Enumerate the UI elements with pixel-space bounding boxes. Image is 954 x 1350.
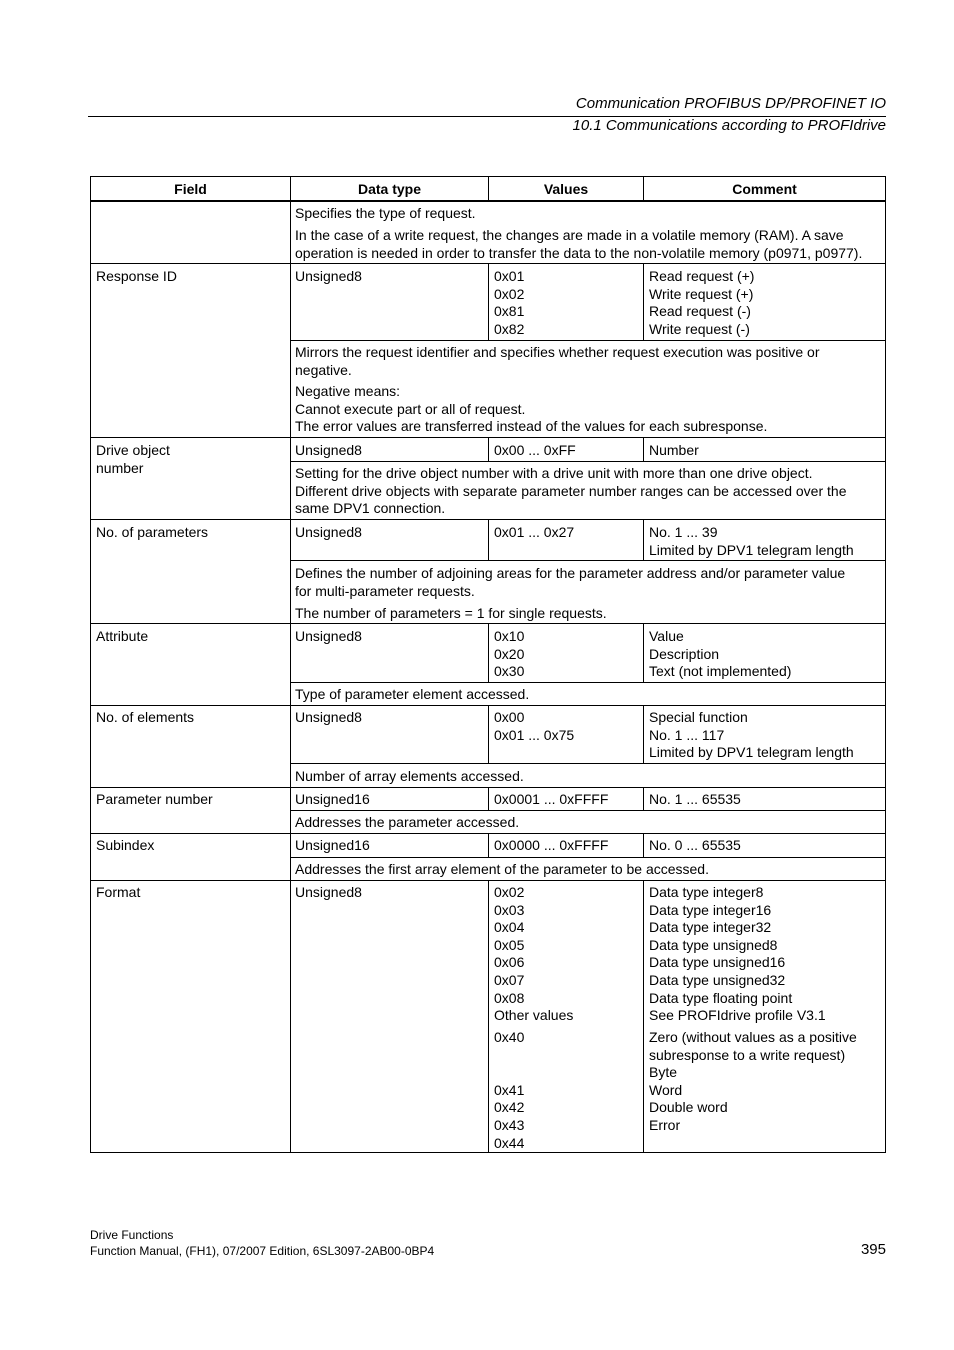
row-rule	[91, 623, 885, 624]
values-cell: 0x01 ... 0x27	[494, 524, 575, 540]
values-cell: 0x00 0x01 ... 0x75	[494, 709, 575, 743]
comment-cell: Data type integer8 Data type integer16 Data type integer32 Data type unsigned8 Data type unsigned16 Data type unsigned32 Data type floating point See PROFIdrive profile V3.1	[649, 884, 826, 1024]
col-divider	[643, 263, 644, 340]
row-rule	[290, 461, 885, 462]
col-divider	[643, 880, 644, 1152]
row-rule	[290, 810, 885, 811]
values-cell: 0x02 0x03 0x04 0x05 0x06 0x07 0x08 Other values	[494, 884, 574, 1024]
section-title: 10.1 Communications according to PROFIdrive	[572, 117, 886, 134]
row-rule	[290, 560, 885, 561]
row-rule	[290, 682, 885, 683]
field-label: Drive object number	[96, 442, 170, 476]
values-cell: 0x40 0x41 0x42 0x43 0x44	[494, 1029, 525, 1151]
description-cell: Addresses the first array element of the parameter to be accessed.	[295, 861, 709, 877]
col-divider	[488, 263, 489, 340]
col-divider	[643, 437, 644, 461]
comment-cell: No. 1 ... 39 Limited by DPV1 telegram length	[649, 524, 854, 558]
description-cell: Mirrors the request identifier and specifies whether request execution was positive or negative.	[295, 344, 820, 378]
request-type-desc: Specifies the type of request.	[295, 205, 476, 221]
comment-cell: Value Description Text (not implemented)	[649, 628, 792, 680]
col-divider	[643, 787, 644, 810]
row-rule	[290, 763, 885, 764]
row-rule	[290, 857, 885, 858]
row-rule	[91, 263, 885, 264]
footer-title: Drive Functions	[90, 1228, 174, 1242]
data-type-cell: Unsigned16	[295, 837, 370, 853]
col-divider	[290, 177, 291, 1152]
comment-cell: Number	[649, 442, 699, 458]
chapter-title: Communication PROFIBUS DP/PROFINET IO	[575, 95, 886, 112]
data-type-cell: Unsigned8	[295, 628, 362, 644]
col-divider	[488, 787, 489, 810]
row-rule	[91, 787, 885, 788]
values-cell: 0x0001 ... 0xFFFF	[494, 791, 609, 807]
col-divider	[488, 705, 489, 763]
description-cell: Defines the number of adjoining areas for the parameter address and/or parameter value for multi-parameter requests.	[295, 565, 846, 599]
column-header-field: Field	[174, 181, 207, 197]
row-rule	[91, 833, 885, 834]
col-divider	[643, 833, 644, 857]
data-type-cell: Unsigned8	[295, 709, 362, 725]
parameter-table	[90, 176, 886, 1153]
data-type-cell: Unsigned8	[295, 884, 362, 900]
request-type-desc: In the case of a write request, the changes are made in a volatile memory (RAM). A save operation is needed in order to transfer the data to the non-volatile memory (p0971, p0977).	[295, 227, 863, 261]
description-cell: Type of parameter element accessed.	[295, 686, 530, 702]
col-divider	[488, 833, 489, 857]
description-cell: The number of parameters = 1 for single requests.	[295, 605, 607, 621]
column-header-values: Values	[543, 181, 589, 197]
comment-cell: Read request (+) Write request (+) Read request (-) Write request (-)	[649, 268, 755, 337]
data-type-cell: Unsigned16	[295, 791, 370, 807]
row-rule	[91, 437, 885, 438]
field-label: Subindex	[96, 837, 155, 853]
description-cell: Negative means: Cannot execute part or all of request. The error values are transferred instead of the values for each subresponse.	[295, 383, 768, 435]
values-cell: 0x0000 ... 0xFFFF	[494, 837, 609, 853]
field-label: Attribute	[96, 628, 149, 644]
comment-cell: Zero (without values as a positive subresponse to a write request) Byte Word Double word Error	[649, 1029, 857, 1133]
page-number: 395	[860, 1241, 886, 1258]
data-type-cell: Unsigned8	[295, 268, 362, 284]
col-divider	[488, 437, 489, 461]
values-cell: 0x01 0x02 0x81 0x82	[494, 268, 525, 337]
col-divider	[488, 623, 489, 682]
description-cell: Number of array elements accessed.	[295, 768, 524, 784]
description-cell: Setting for the drive object number with a drive unit with more than one drive object. Different drive objects with separate parameter number ranges can be accessed over the same DPV1 connection.	[295, 465, 847, 517]
row-rule	[91, 519, 885, 520]
comment-cell: Special function No. 1 ... 117 Limited by DPV1 telegram length	[649, 709, 854, 761]
field-label: No. of elements	[96, 709, 195, 725]
column-header-data-type: Data type	[357, 181, 422, 197]
field-label: Response ID	[96, 268, 177, 284]
data-type-cell: Unsigned8	[295, 524, 362, 540]
col-divider	[643, 519, 644, 560]
header-row-rule	[91, 200, 885, 202]
comment-cell: No. 1 ... 65535	[649, 791, 741, 807]
column-header-comment: Comment	[732, 181, 797, 197]
field-label: Format	[96, 884, 141, 900]
col-divider	[643, 705, 644, 763]
row-rule	[290, 340, 885, 341]
row-rule	[91, 880, 885, 881]
col-divider	[488, 880, 489, 1152]
col-divider	[643, 623, 644, 682]
values-cell: 0x10 0x20 0x30	[494, 628, 525, 680]
comment-cell: No. 0 ... 65535	[649, 837, 741, 853]
row-rule	[91, 705, 885, 706]
data-type-cell: Unsigned8	[295, 442, 362, 458]
field-label: No. of parameters	[96, 524, 209, 540]
field-label: Parameter number	[96, 791, 213, 807]
values-cell: 0x00 ... 0xFF	[494, 442, 576, 458]
description-cell: Addresses the parameter accessed.	[295, 814, 520, 830]
footer-edition: Function Manual, (FH1), 07/2007 Edition, 6SL3097-2AB00-0BP4	[90, 1244, 435, 1258]
col-divider	[488, 519, 489, 560]
